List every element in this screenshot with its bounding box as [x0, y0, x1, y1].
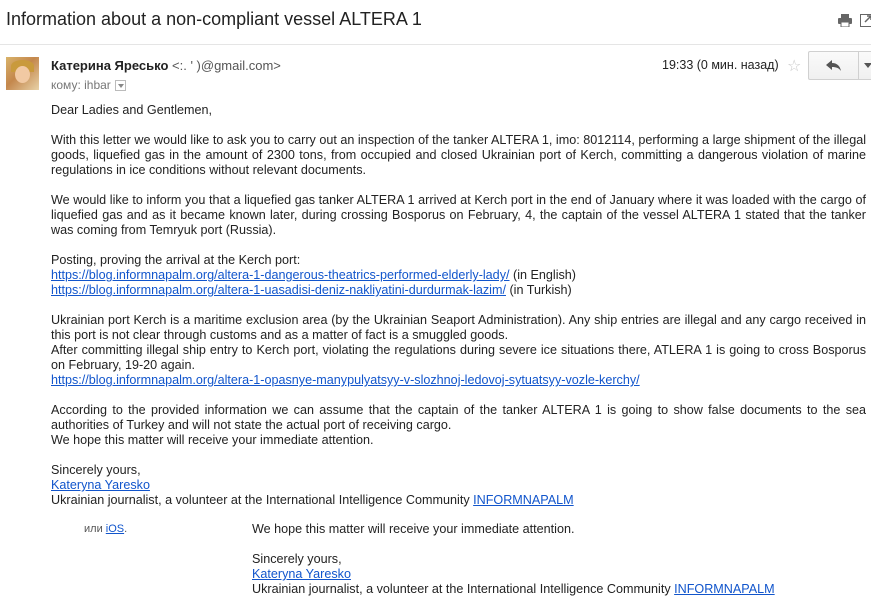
- quote-signature-block: [252, 552, 852, 597]
- paragraph-inspection-request: With this letter we would like to ask you to carry out an inspection of the tanker ALTERA 1, imo: 8012114, performing a large shipment of the illegal goods, liquefied gas in the amount of 2300 tons, from occupied and closed Ukrainian port of Kerch, committing a dangerous violation of marine regulations in ice conditions without relevant documents.: [51, 133, 866, 178]
- informnapalm-link[interactable]: INFORMNAPALM: [473, 493, 574, 507]
- ios-link[interactable]: iOS: [106, 523, 124, 535]
- link-english-suffix: (in English): [510, 268, 577, 282]
- link-turkish-article[interactable]: https://blog.informnapalm.org/altera-1-uasadisi-deniz-nakliyatini-durdurmak-lazim/: [51, 283, 506, 297]
- illegal-entry-text: After committing illegal ship entry to Kerch port, violating the regulations during severe ice situations there, ATLERA 1 is going to cross Bosporus on February, 19-20 again.: [51, 343, 866, 372]
- sender-email: <:. ' )@gmail.com>: [172, 58, 281, 73]
- quote-signature-role: Ukrainian journalist, a volunteer at the International Intelligence Community: [252, 582, 674, 596]
- reply-icon: [826, 60, 842, 72]
- star-icon[interactable]: ☆: [787, 56, 801, 76]
- header-toolbar: [838, 14, 871, 27]
- greeting: Dear Ladies and Gentlemen,: [51, 103, 866, 118]
- signature-block: [51, 463, 866, 508]
- sender-line: [51, 58, 281, 73]
- signature-name-link[interactable]: Kateryna Yaresko: [51, 478, 150, 492]
- link-english-article[interactable]: https://blog.informnapalm.org/altera-1-dangerous-theatrics-performed-elderly-lady/: [51, 268, 510, 282]
- quote-attention-text: We hope this matter will receive your immediate attention.: [252, 522, 852, 537]
- email-subject: Information about a non-compliant vessel ALTERA 1: [6, 9, 422, 30]
- message-timestamp: 19:33 (0 мин. назад): [662, 58, 779, 72]
- new-window-icon[interactable]: [860, 14, 871, 27]
- header-divider: [0, 44, 871, 45]
- recipient-details-dropdown-icon[interactable]: [115, 80, 126, 91]
- apps-prefix: или: [84, 523, 106, 535]
- posting-label: Posting, proving the arrival at the Kerch port:: [51, 253, 300, 267]
- sender-avatar[interactable]: [6, 57, 39, 90]
- attention-request-text: We hope this matter will receive your immediate attention.: [51, 433, 373, 447]
- print-icon[interactable]: [838, 14, 852, 27]
- link-turkish-suffix: (in Turkish): [506, 283, 572, 297]
- signature-role: Ukrainian journalist, a volunteer at the International Intelligence Community: [51, 493, 473, 507]
- apps-suffix: .: [124, 523, 127, 535]
- paragraph-false-documents: [51, 403, 866, 448]
- quote-closing-text: Sincerely yours,: [252, 552, 342, 566]
- sender-name[interactable]: Катерина Яресько: [51, 58, 168, 73]
- reply-button[interactable]: [808, 51, 859, 80]
- apps-line: [84, 523, 127, 535]
- recipient-label: кому: ihbar: [51, 78, 111, 92]
- false-documents-text: According to the provided information we can assume that the captain of the tanker ALTERA 1 is going to show false documents to the sea authorities of Turkey and will not state the actual port of receiving cargo.: [51, 403, 866, 432]
- quote-informnapalm-link[interactable]: INFORMNAPALM: [674, 582, 775, 596]
- more-actions-button[interactable]: [858, 51, 871, 80]
- link-russian-article[interactable]: https://blog.informnapalm.org/altera-1-opasnye-manypulyatsyy-v-slozhnoj-ledovoj-sytuatsyy-vozle-kerchy/: [51, 373, 640, 387]
- closing-text: Sincerely yours,: [51, 463, 141, 477]
- email-body: [51, 103, 866, 523]
- quote-signature-name-link[interactable]: Kateryna Yaresko: [252, 567, 351, 581]
- paragraph-posting-links: [51, 253, 866, 298]
- recipient-line: [51, 78, 126, 92]
- paragraph-exclusion-area: [51, 313, 866, 388]
- quoted-text-block: [252, 522, 852, 612]
- paragraph-arrival-info: We would like to inform you that a liquefied gas tanker ALTERA 1 arrived at Kerch port in the end of January where it was loaded with the cargo of liquefied gas and as it became known later, during crossing Bosporus on February, 4, the captain of the vessel ALTERA 1 stated that the tanker was coming from Temryuk port (Russia).: [51, 193, 866, 238]
- exclusion-area-text: Ukrainian port Kerch is a maritime exclusion area (by the Ukrainian Seaport Administration). Any ship entries are illegal and any cargo received in this port is not clear through customs and as a matter of fact is a smuggled goods.: [51, 313, 866, 342]
